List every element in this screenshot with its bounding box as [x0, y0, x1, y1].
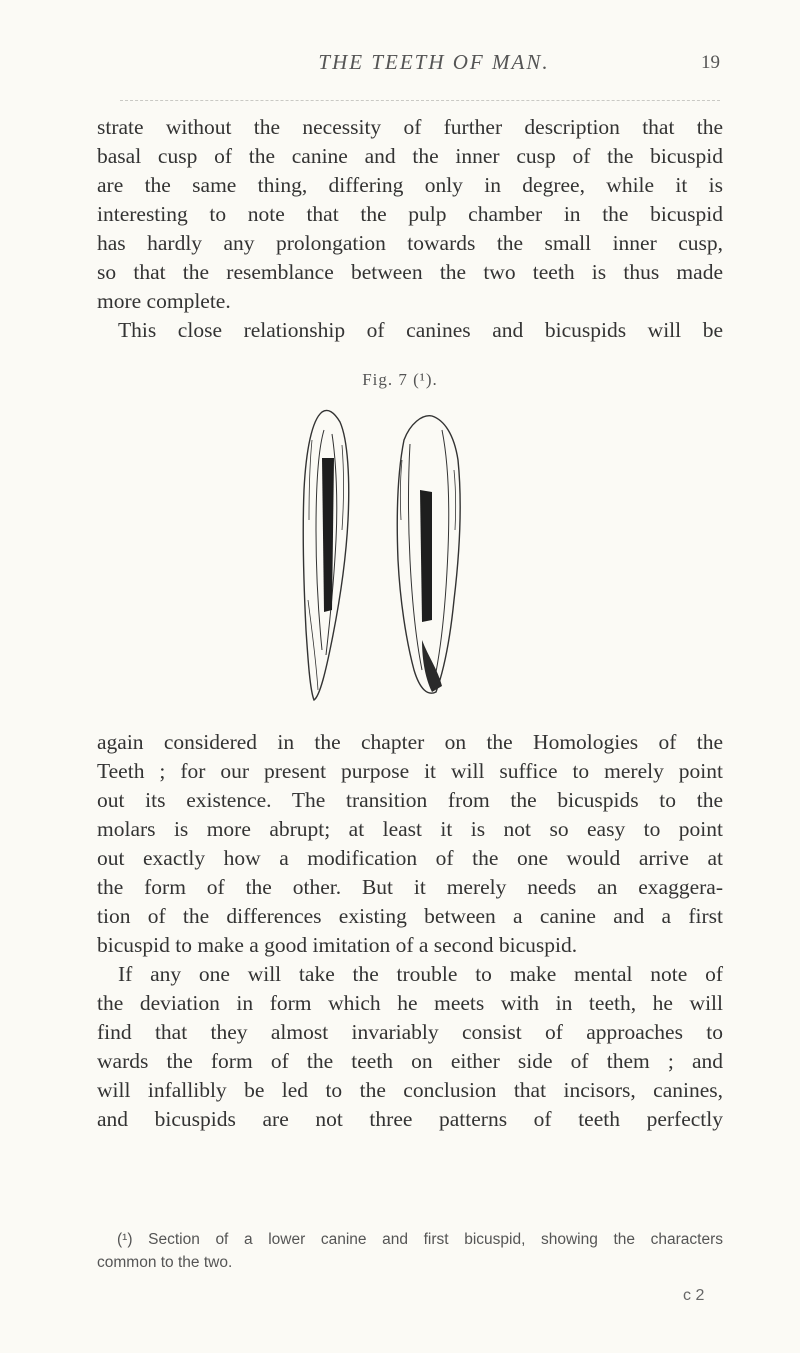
- text-line: again considered in the chapter on the Homologies of the: [97, 730, 723, 754]
- running-head: [148, 50, 720, 80]
- text-line: will infallibly be led to the conclusion that incisors, canines,: [97, 1078, 723, 1102]
- text-line: strate without the necessity of further description that the: [97, 115, 723, 139]
- text-line: Teeth ; for our present purpose it will suffice to merely point: [97, 759, 723, 783]
- text-line: out exactly how a modification of the one would arrive at: [97, 846, 723, 870]
- text-line: has hardly any prolongation towards the small inner cusp,: [97, 231, 723, 255]
- text-line: the deviation in form which he meets with in teeth, he will: [97, 991, 723, 1015]
- text-line: basal cusp of the canine and the inner cusp of the bicuspid: [97, 144, 723, 168]
- paragraph-bottom: [97, 728, 723, 1134]
- footnote-marker: (¹): [117, 1231, 133, 1248]
- text-line: wards the form of the teeth on either side of them ; and: [97, 1049, 723, 1073]
- header-rule: [120, 100, 720, 102]
- signature-mark: c 2: [683, 1287, 705, 1304]
- text-line: are the same thing, differing only in degree, while it is: [97, 173, 723, 197]
- text-line: so that the resemblance between the two teeth is thus made: [97, 260, 723, 284]
- text-line: interesting to note that the pulp chamber in the bicuspid: [97, 202, 723, 226]
- figure-caption: Fig. 7 (¹).: [362, 370, 438, 389]
- footnote: [97, 1228, 723, 1274]
- footnote-text: Section of a lower canine and first bicuspid, showing the characters: [148, 1231, 723, 1248]
- text-line: more complete.: [97, 289, 231, 313]
- text-line: If any one will take the trouble to make mental note of: [118, 962, 723, 986]
- text-line: molars is more abrupt; at least it is not so easy to point: [97, 817, 723, 841]
- text-line: bicuspid to make a good imitation of a second bicuspid.: [97, 933, 578, 957]
- footnote-line: [97, 1228, 723, 1251]
- page-number: 19: [701, 52, 720, 73]
- tooth-section-illustration: [282, 400, 472, 710]
- bicuspid-section-icon: [397, 416, 460, 693]
- text-line: tion of the differences existing between a canine and a first: [97, 904, 723, 928]
- running-title: THE TEETH OF MAN.: [318, 50, 550, 74]
- text-line: the form of the other. But it merely needs an exaggera-: [97, 875, 723, 899]
- paragraph-top: [97, 113, 723, 345]
- text-line: This close relationship of canines and bicuspids will be: [118, 318, 723, 342]
- text-line: out its existence. The transition from the bicuspids to the: [97, 788, 723, 812]
- text-line: find that they almost invariably consist of approaches to: [97, 1020, 723, 1044]
- footnote-line: common to the two.: [97, 1254, 233, 1271]
- canine-section-icon: [303, 410, 349, 700]
- text-line: and bicuspids are not three patterns of teeth perfectly: [97, 1107, 723, 1131]
